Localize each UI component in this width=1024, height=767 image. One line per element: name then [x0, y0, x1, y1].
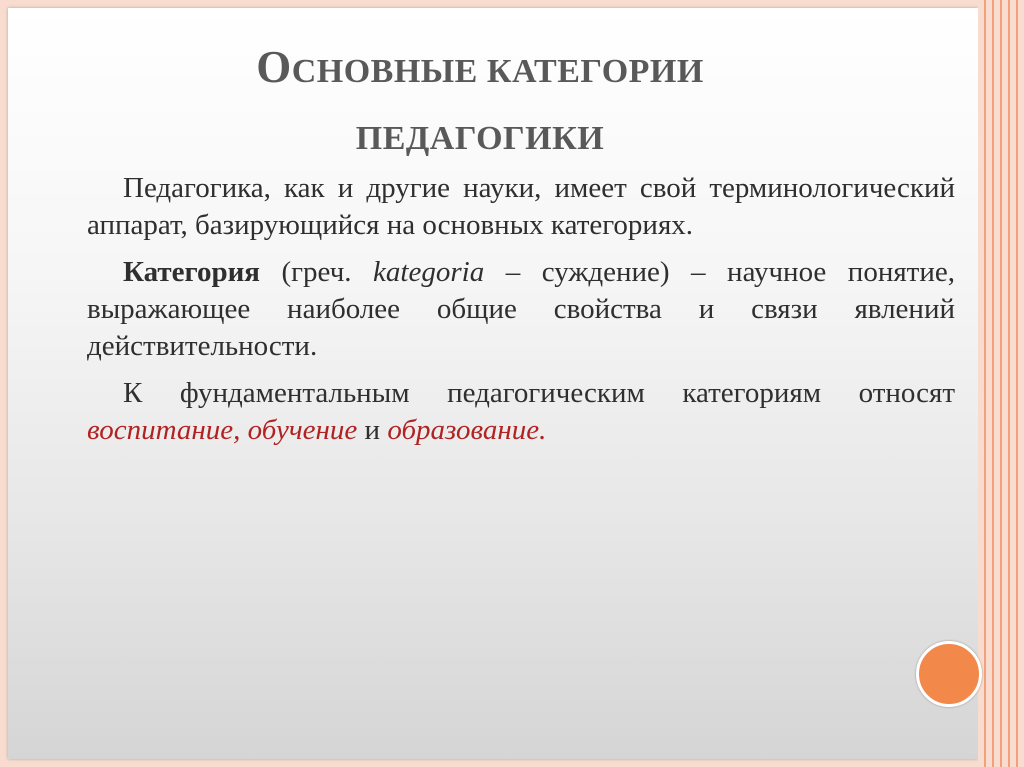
stripe	[1000, 0, 1002, 767]
highlighted-terms-1: воспитание, обучение	[87, 414, 358, 446]
paragraph-3-conj: и	[357, 414, 388, 446]
stripe	[1008, 0, 1010, 767]
stripe	[1016, 0, 1018, 767]
title-initial: О	[256, 42, 292, 92]
title-line-2	[160, 103, 800, 170]
highlighted-terms-2: образование.	[387, 414, 547, 446]
title-rest: СНОВНЫЕ КАТЕГОРИИ	[291, 53, 704, 90]
paragraph-1: Педагогика, как и другие науки, имеет свой терминологический аппарат, базирующийся на основных категориях.	[87, 172, 955, 241]
title-line-2-text: ПЕДАГОГИКИ	[355, 120, 605, 157]
title-line-1	[160, 36, 800, 103]
paragraph-2-part-1: (греч.	[260, 256, 374, 288]
slide-body	[87, 170, 955, 459]
decorative-circle	[916, 641, 982, 707]
paragraph-2-part-2: – суждение) – научное понятие, выражающее наиболее общие свойства и связи явлений действительности.	[87, 256, 955, 362]
stripe	[992, 0, 994, 767]
greek-word: kategoria	[373, 256, 485, 288]
decorative-stripes	[978, 0, 1024, 767]
paragraph-2	[87, 254, 955, 365]
stripe	[984, 0, 986, 767]
term-category: Категория	[123, 256, 260, 288]
paragraph-3	[87, 375, 955, 449]
page-title	[160, 36, 800, 170]
paragraph-3-part-1: К фундаментальным педагогическим категориям относят	[123, 377, 955, 409]
